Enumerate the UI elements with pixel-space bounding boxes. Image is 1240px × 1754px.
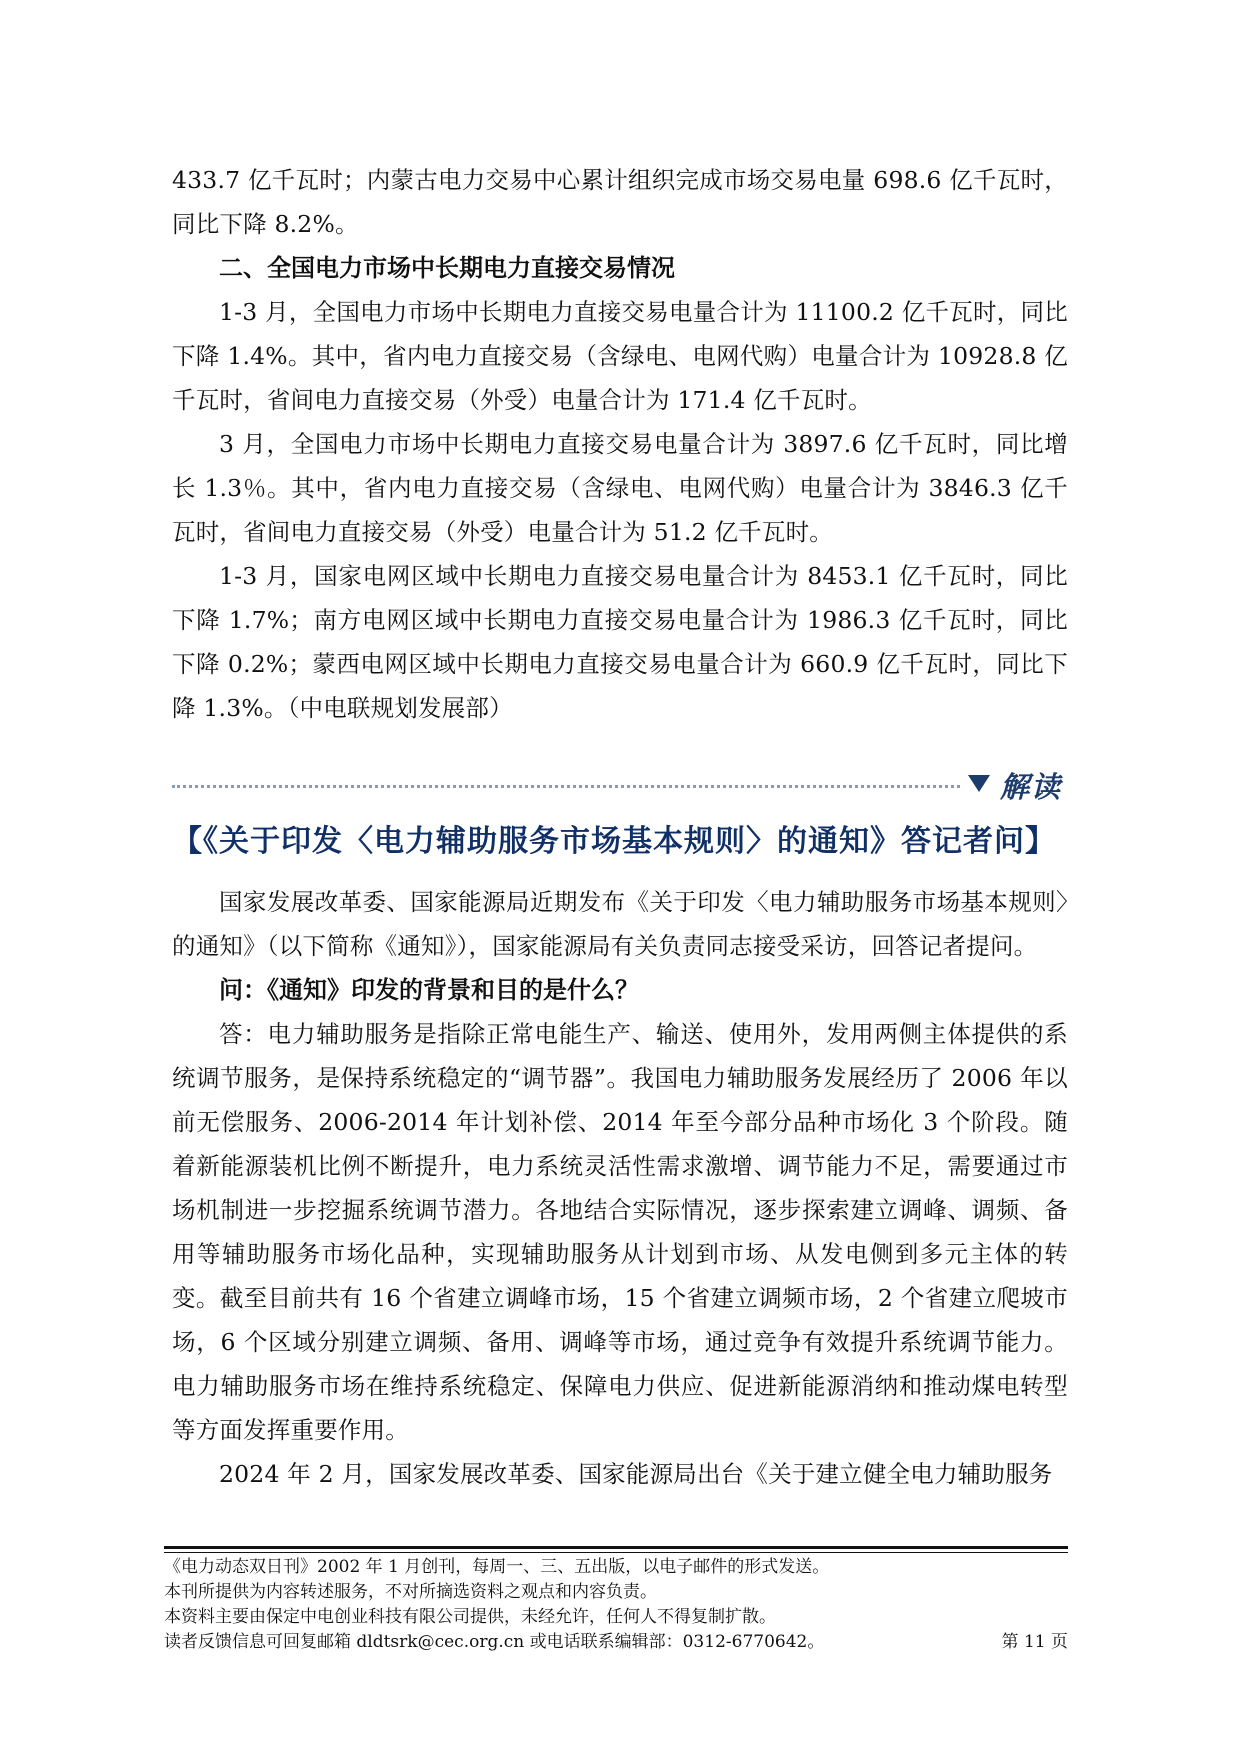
section-divider [172, 765, 1068, 805]
interview-article [172, 880, 1068, 1496]
article-title: 【《关于印发〈电力辅助服务市场基本规则〉的通知》答记者问】 [172, 824, 1056, 859]
paragraph: 3 月，全国电力市场中长期电力直接交易电量合计为 3897.6 亿千瓦时，同比增长 1.3％。其中，省内电力直接交易（含绿电、电网代购）电量合计为 3846.3 亿千瓦时，省间电力直接交易（外受）电量合计为 51.2 亿千瓦时。 [172, 430, 1068, 546]
paragraph: 1-3 月，全国电力市场中长期电力直接交易电量合计为 11100.2 亿千瓦时，同比下降 1.4%。其中，省内电力直接交易（含绿电、电网代购）电量合计为 10928.8 亿千瓦时，省间电力直接交易（外受）电量合计为 171.4 亿千瓦时。 [172, 298, 1068, 414]
footer-rule-thick [164, 1546, 1068, 1549]
section-heading: 二、全国电力市场中长期电力直接交易情况 [219, 254, 675, 282]
triangle-down-icon [968, 775, 990, 792]
footer-line: 《电力动态双日刊》2002 年 1 月创刊，每周一、三、五出版，以电子邮件的形式发送。 [164, 1557, 830, 1577]
footer-line: 读者反馈信息可回复邮箱 dldtsrk@cec.org.cn 或电话联系编辑部：0312-6770642。 [164, 1632, 825, 1652]
dotted-rule [172, 785, 960, 788]
footer-rule-thin [164, 1552, 1068, 1553]
section-market-trading [172, 158, 1068, 730]
footer-line: 本资料主要由保定中电创业科技有限公司提供，未经允许，任何人不得复制扩散。 [164, 1607, 776, 1627]
paragraph-start: 2024 年 2 月，国家发展改革委、国家能源局出台《关于建立健全电力辅助服务 [219, 1460, 1053, 1488]
footer-line: 本刊所提供为内容转述服务，不对所摘选资料之观点和内容负责。 [164, 1582, 657, 1602]
paragraph-continued: 433.7 亿千瓦时；内蒙古电力交易中心累计组织完成市场交易电量 698.6 亿千瓦时，同比下降 8.2%。 [172, 166, 1068, 238]
intro-paragraph: 国家发展改革委、国家能源局近期发布《关于印发〈电力辅助服务市场基本规则〉的通知》（以下简称《通知》），国家能源局有关负责同志接受采访，回答记者提问。 [172, 888, 1068, 960]
page-number: 第 11 页 [1001, 1632, 1068, 1652]
divider-label: 解读 [1000, 770, 1063, 804]
question-heading: 问：《通知》印发的背景和目的是什么？ [219, 976, 639, 1004]
paragraph: 1-3 月，国家电网区域中长期电力直接交易电量合计为 8453.1 亿千瓦时，同比下降 1.7%；南方电网区域中长期电力直接交易电量合计为 1986.3 亿千瓦时，同比下降 0.2%；蒙西电网区域中长期电力直接交易电量合计为 660.9 亿千瓦时，同比下降 1.3%。（中电联规划发展部） [172, 562, 1068, 722]
page-footer [164, 1555, 1068, 1655]
answer-paragraph: 答：电力辅助服务是指除正常电能生产、输送、使用外，发用两侧主体提供的系统调节服务，是保持系统稳定的“调节器”。我国电力辅助服务发展经历了 2006 年以前无偿服务、2006-2014 年计划补偿、2014 年至今部分品种市场化 3 个阶段。随着新能源装机比例不断提升，电力系统灵活性需求激增、调节能力不足，需要通过市场机制进一步挖掘系统调节潜力。各地结合实际情况，逐步探索建立调峰、调频、备用等辅助服务市场化品种，实现辅助服务从计划到市场、从发电侧到多元主体的转变。截至目前共有 16 个省建立调峰市场，15 个省建立调频市场，2 个省建立爬坡市场，6 个区域分别建立调频、备用、调峰等市场，通过竞争有效提升系统调节能力。电力辅助服务市场在维持系统稳定、保障电力供应、促进新能源消纳和推动煤电转型等方面发挥重要作用。 [172, 1020, 1068, 1444]
